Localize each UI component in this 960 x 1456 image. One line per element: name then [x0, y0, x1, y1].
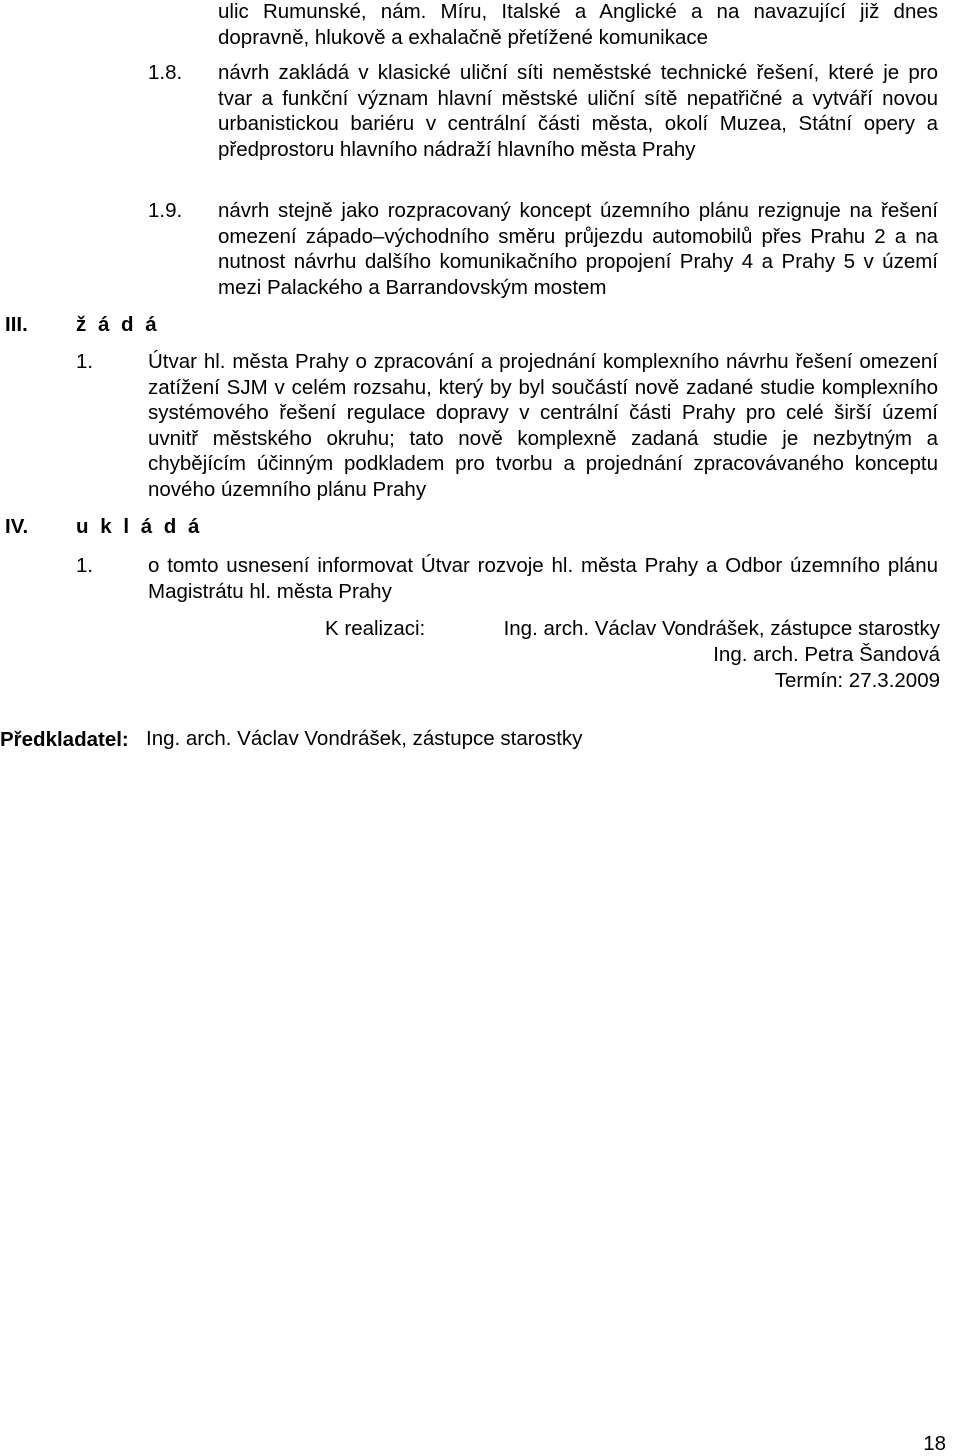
submitter-name: Ing. arch. Václav Vondrášek, zástupce starostky [146, 727, 583, 750]
item-text-1-8: návrh zakládá v klasické uliční síti neměstské technické řešení, které je pro tvar a funkční význam hlavní městské uliční sítě nepatřičné a vytváří novou urbanistickou bariéru v centrální části města, okolí Muzea, Státní opery a předprostoru hlavního nádraží hlavního města Prahy [218, 61, 938, 161]
section3-item-number: 1. [76, 350, 94, 373]
realization-person2: Ing. arch. Petra Šandová [713, 643, 940, 666]
section-heading-uklada: u k l á d á [76, 515, 203, 538]
realization-person1: Ing. arch. Václav Vondrášek, zástupce starostky [503, 617, 940, 640]
item-text-1-9: návrh stejně jako rozpracovaný koncept územního plánu rezignuje na řešení omezení západo–východního směru průjezdu automobilů přes Prahu 2 a na nutnost návrhu dalšího komunikačního propojení Prahy 4 a Prahy 5 v území mezi Palackého a Barrandovským mostem [218, 199, 938, 299]
page-number: 18 [923, 1432, 946, 1455]
section-number-iv: IV. [5, 515, 29, 538]
realization-deadline: Termín: 27.3.2009 [774, 669, 940, 692]
section-heading-zada: ž á d á [76, 313, 160, 336]
section4-item-text: o tomto usnesení informovat Útvar rozvoje hl. města Prahy a Odbor územního plánu Magistrátu hl. města Prahy [148, 554, 938, 603]
continuation-paragraph: ulic Rumunské, nám. Míru, Italské a Anglické a na navazující již dnes dopravně, hlukově a exhalačně přetížené komunikace [218, 0, 938, 49]
item-number-1-9: 1.9. [148, 199, 183, 222]
section-number-iii: III. [5, 313, 28, 336]
item-number-1-8: 1.8. [148, 61, 183, 84]
submitter-label: Předkladatel: [0, 728, 129, 751]
section3-item-text: Útvar hl. města Prahy o zpracování a projednání komplexního návrhu řešení omezení zatížení SJM v celém rozsahu, který by byl součástí nově zadané studie komplexního systémového řešení regulace dopravy v centrální části Prahy pro celé širší území uvnitř městského okruhu; tato nově komplexně zadaná studie je nezbytným a chybějícím účinným podkladem pro tvorbu a projednání zpracovávaného konceptu nového územního plánu Prahy [148, 350, 938, 501]
section4-item-number: 1. [76, 554, 94, 577]
realization-label: K realizaci: [325, 617, 426, 640]
realization-block [325, 616, 940, 694]
